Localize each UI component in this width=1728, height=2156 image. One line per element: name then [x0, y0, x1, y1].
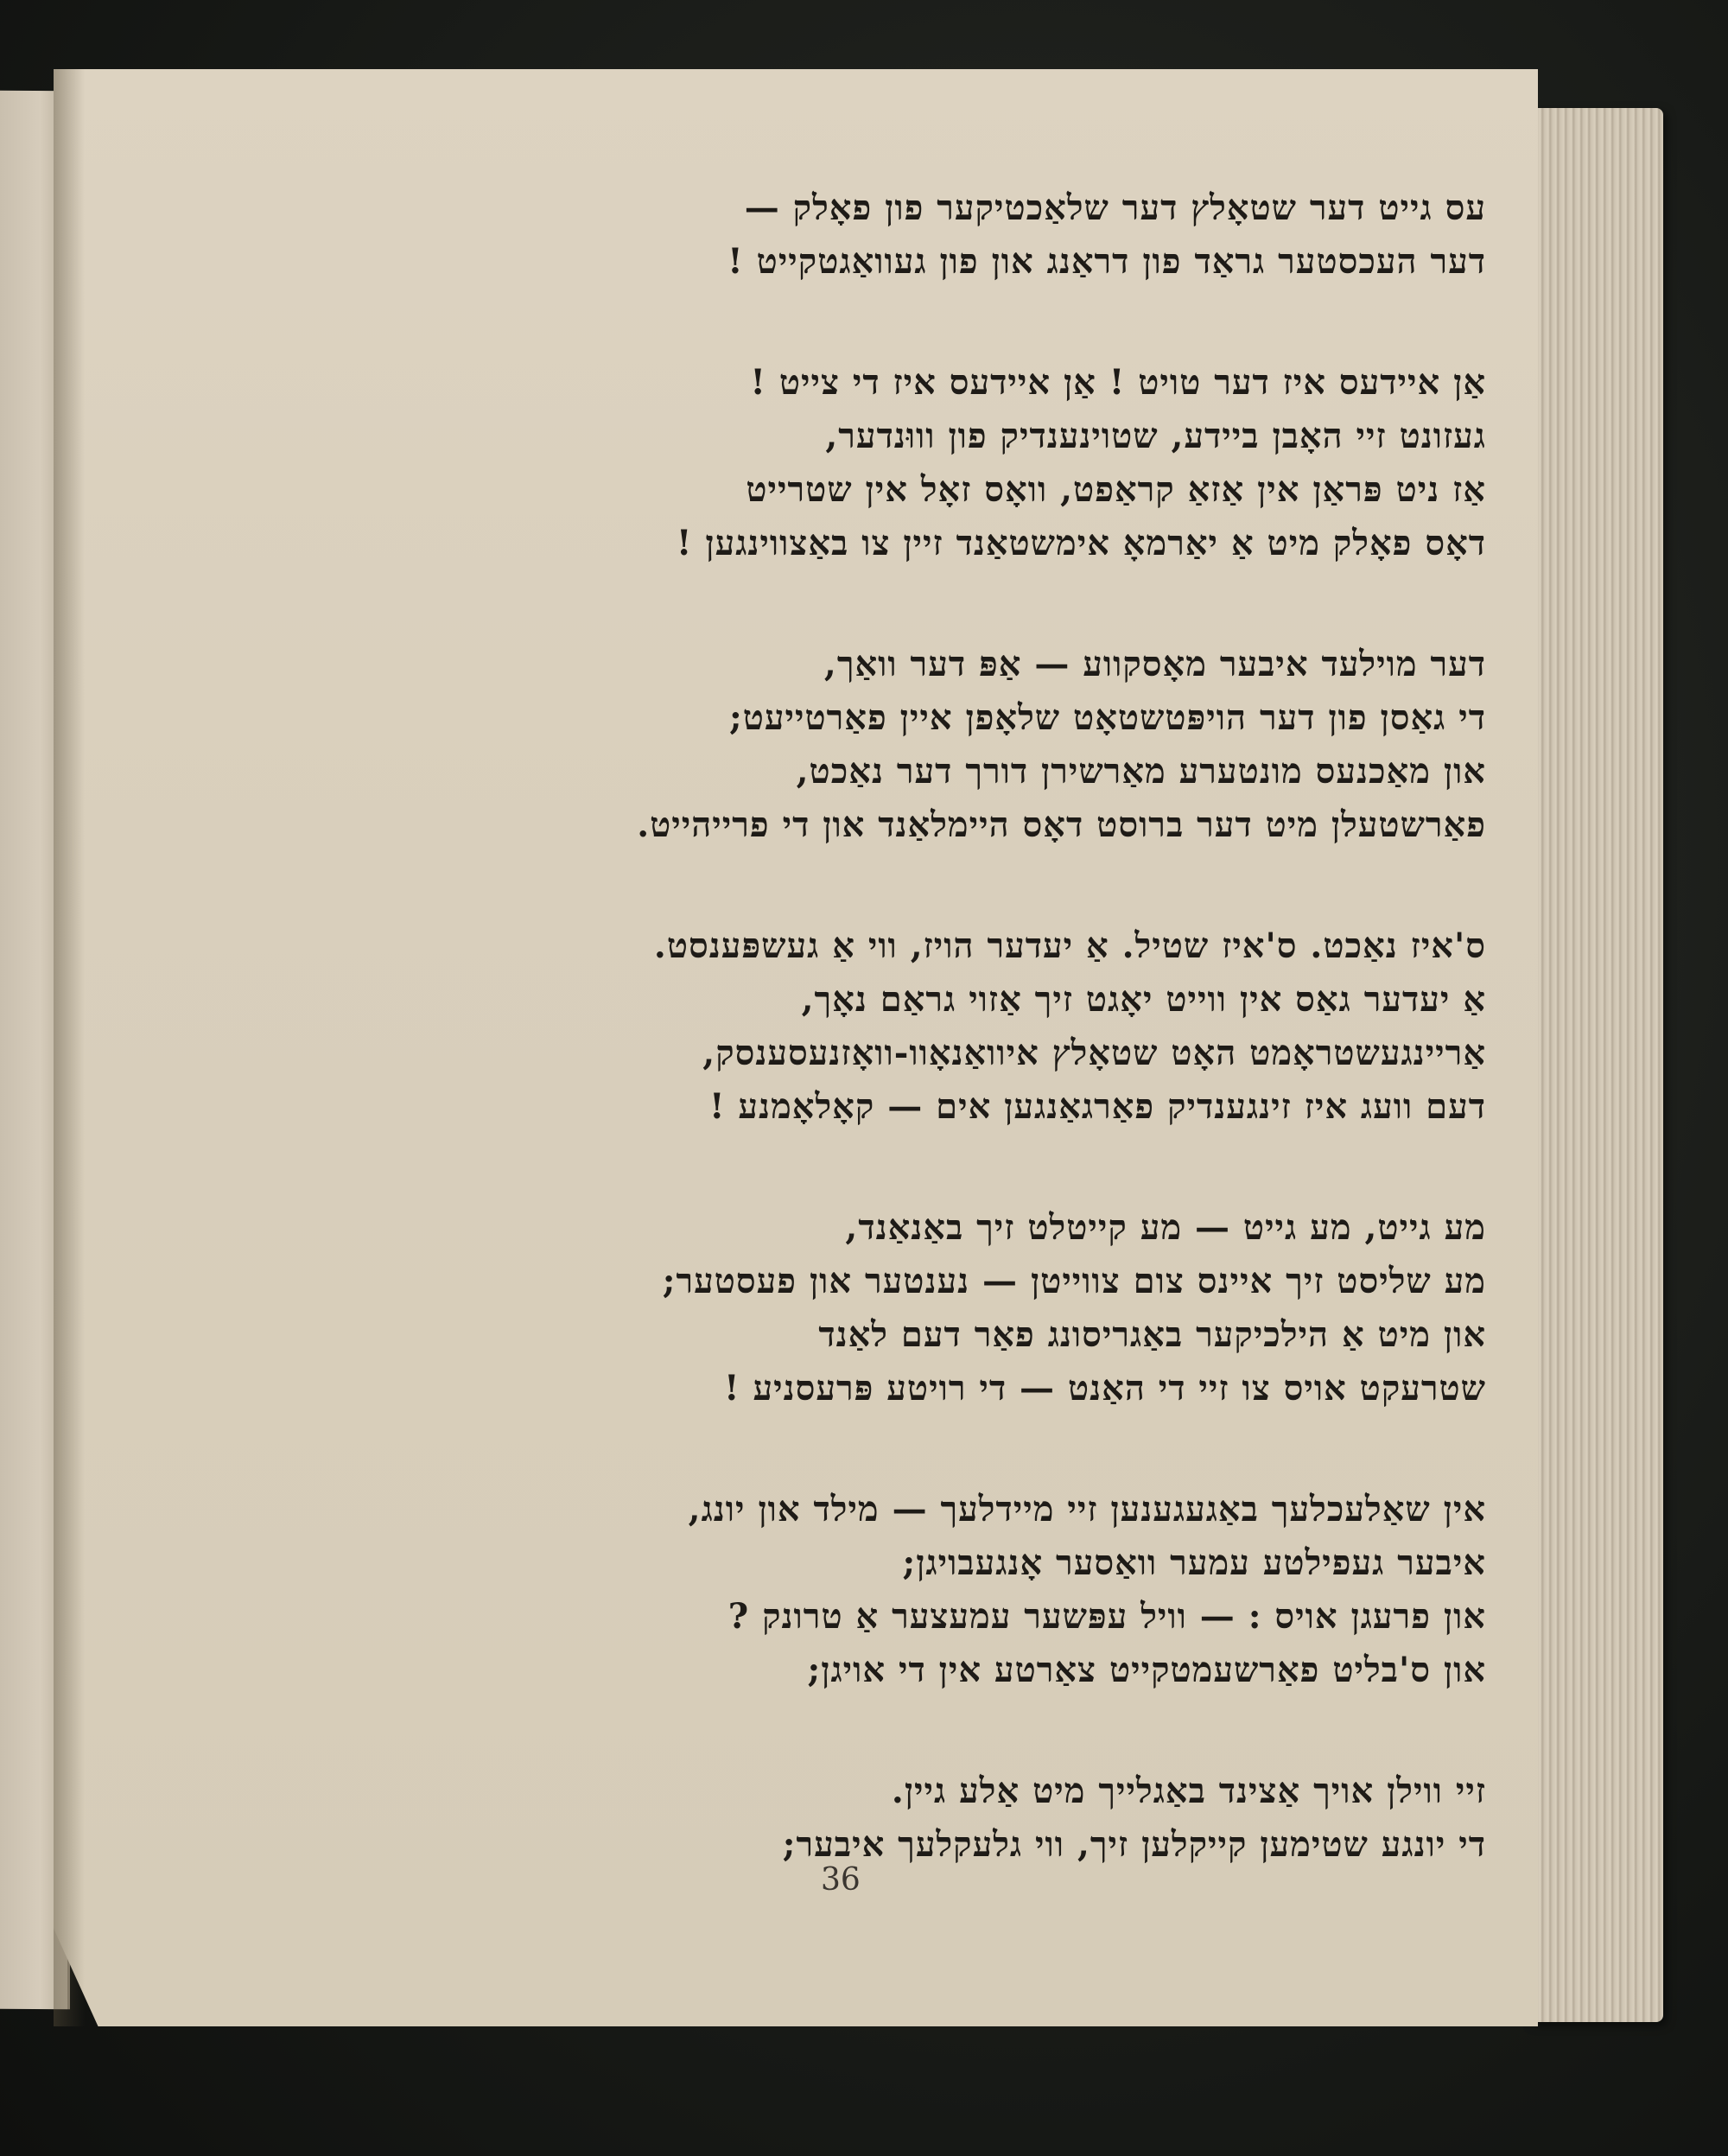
stanza-2	[346, 356, 1486, 570]
poem-line: עס גייט דער שטאָלץ דער שלאַכטיקער פון פאָלק —	[744, 188, 1486, 228]
poem-line: פאַרשטעלן מיט דער ברוסט דאָס היימלאַנד און די פרייהייט.	[637, 805, 1486, 845]
poem-line: און מיט אַ הילכיקער באַגריסונג פאַר דעם לאַנד	[818, 1314, 1486, 1355]
stanza-5	[346, 1201, 1486, 1415]
poem-line: די יונגע שטימען קייקלען זיך, ווי גלעקלעך איבער;	[782, 1824, 1486, 1865]
page-number: 36	[821, 1862, 861, 1898]
poem-line: און מאַכנעס מונטערע מאַרשירן דורך דער נאַכט,	[796, 751, 1486, 792]
poem-line: דער מוילעד איבער מאָסקווע — אַפּ דער וואַך,	[823, 644, 1486, 684]
poem-line: דער העכסטער גראַד פון דראַנג און פון געוואַגטקייט !	[727, 241, 1486, 282]
poem-line: אַן איידעס איז דער טויט ! אַן איידעס איז די צייט !	[750, 362, 1486, 403]
stanza-6	[346, 1483, 1486, 1697]
page-gutter-shadow	[54, 69, 85, 2026]
stanza-4	[346, 919, 1486, 1134]
poem-line: אַריינגעשטראָמט האָט שטאָלץ איוואַנאָוו-וואָזנעסענסק,	[702, 1033, 1486, 1073]
poem-line: די גאַסן פון דער הויפּטשטאָט שלאָפן איין פאַרטייעט;	[728, 697, 1486, 738]
poem-line: מע שליסט זיך איינס צום צווייטן — נענטער און פעסטער;	[662, 1261, 1486, 1301]
poem-text	[346, 181, 1486, 1939]
poem-line: אין שאַלעכלעך באַגעגענען זיי מיידלעך — מילד און יונג,	[688, 1489, 1486, 1530]
poem-line: ס'איז נאַכט. ס'איז שטיל. אַ יעדער הויז, ווי אַ געשפּענסט.	[653, 925, 1486, 966]
page-edges-stack	[1529, 108, 1663, 2022]
poem-line: איבער געפילטע עמער וואַסער אָנגעבויגן;	[902, 1542, 1486, 1583]
poem-line: געזונט זיי האָבן ביידע, שטוינענדיק פון וווּנדער,	[825, 416, 1486, 456]
stanza-7	[346, 1765, 1486, 1872]
poem-line: אַז ניט פּראַן אין אַזאַ קראַפט, וואָס זאָל אין שטרייט	[746, 469, 1486, 510]
poem-line: דאָס פאָלק מיט אַ יאַרמאָ אימשטאַנד זיין צו באַצווינגען !	[676, 523, 1486, 563]
poem-line: שטרעקט אויס צו זיי די האַנט — די רויטע פּרעסניע !	[723, 1368, 1486, 1409]
poem-line: און ס'בליט פאַרשעמטקייט צאַרטע אין די אויגן;	[807, 1650, 1486, 1690]
poem-line: און פרעגן אויס : — וויל עפּשער עמעצער אַ טרונק ?	[727, 1596, 1486, 1637]
stanza-3	[346, 638, 1486, 852]
poem-line: זיי ווילן אויך אַצינד באַגלייך מיט אַלע גיין.	[891, 1771, 1486, 1811]
poem-line: מע גייט, מע גייט — מע קייטלט זיך באַנאַנד,	[845, 1207, 1486, 1248]
poem-line: דעם וועג איז זינגענדיק פאַרגאַנגען אים — קאָלאָמנע !	[708, 1086, 1486, 1127]
stanza-1	[346, 181, 1486, 289]
poem-line: אַ יעדער גאַס אין ווייט יאָגט זיך אַזוי גראַם נאָך,	[801, 979, 1486, 1020]
